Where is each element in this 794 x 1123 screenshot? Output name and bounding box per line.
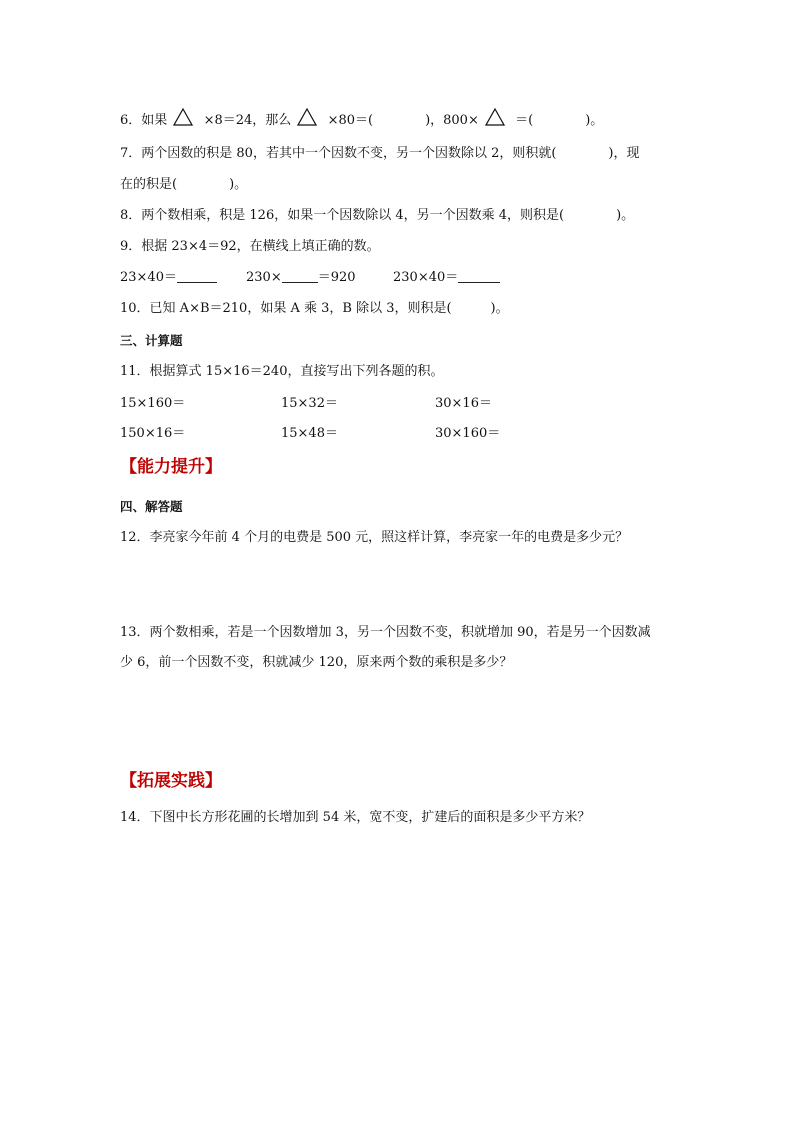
q6-text-3: ×80＝( )，800× [327, 113, 479, 128]
question-9-stem: 9．根据 23×4＝92，在横线上填正确的数。 [120, 239, 380, 254]
q11-item: 15×32＝ [281, 396, 338, 411]
q11-item: 15×48＝ [281, 426, 338, 441]
question-14: 14．下图中长方形花圃的长增加到 54 米，宽不变，扩建后的面积是多少平方米？ [120, 810, 591, 825]
q11-item: 150×16＝ [120, 426, 186, 441]
q9-blank-a [120, 269, 217, 287]
triangle-icon [173, 108, 193, 126]
question-8: 8．两个数相乘，积是 126，如果一个因数除以 4，另一个因数乘 4，则积是( )。 [120, 208, 635, 223]
triangle-icon [297, 108, 317, 126]
question-13-line-1: 13．两个数相乘，若是一个因数增加 3，另一个因数不变，积就增加 90，若是另一个因数减 [120, 625, 651, 640]
q9-blank-b [246, 269, 356, 287]
heading-expand: 【拓展实践】 [120, 771, 222, 791]
section-3-title: 三、计算题 [120, 333, 183, 348]
q9-expression-b: 230× [246, 270, 282, 285]
q9-blank-c [393, 269, 500, 287]
q6-text-4: ＝( )。 [515, 113, 604, 128]
q11-item: 15×160＝ [120, 396, 186, 411]
heading-ability: 【能力提升】 [120, 457, 222, 477]
q9-expression-c: 230×40＝ [393, 270, 459, 285]
triangle-icon [485, 108, 505, 126]
q11-item: 30×16＝ [435, 396, 492, 411]
question-10: 10．已知 A×B＝210，如果 A 乘 3，B 除以 3，则积是( )。 [120, 301, 509, 316]
q6-text-2: ×8＝24，那么 [203, 113, 292, 128]
question-6 [120, 108, 603, 130]
q11-item: 30×160＝ [435, 426, 501, 441]
question-7-line-2: 在的积是( )。 [120, 177, 248, 192]
q9-expression-a: 23×40＝ [120, 270, 177, 285]
answer-line [177, 269, 217, 283]
question-13-line-2: 少 6，前一个因数不变，积就减少 120，原来两个数的乘积是多少？ [120, 655, 513, 670]
q6-text-1: 6．如果 [120, 113, 168, 128]
answer-line [458, 269, 500, 283]
question-12: 12．李亮家今年前 4 个月的电费是 500 元，照这样计算，李亮家一年的电费是多少元？ [120, 530, 629, 545]
q9-expression-b-result: ＝920 [317, 270, 356, 285]
question-11-stem: 11．根据算式 15×16＝240，直接写出下列各题的积。 [120, 364, 444, 379]
answer-line [282, 269, 318, 283]
section-4-title: 四、解答题 [120, 499, 183, 514]
question-7-line-1: 7．两个因数的积是 80，若其中一个因数不变，另一个因数除以 2，则积就( )，现 [120, 146, 640, 161]
